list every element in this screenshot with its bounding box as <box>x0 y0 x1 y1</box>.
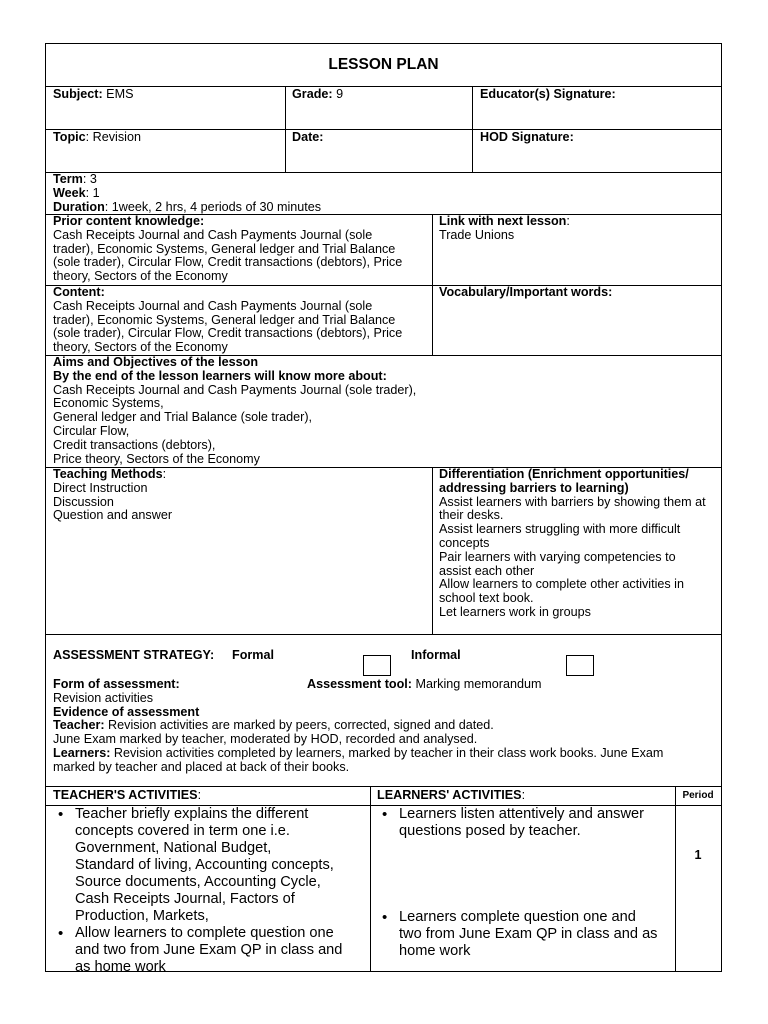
list-item-line: two from June Exam QP in class and as <box>399 926 658 942</box>
form-of-assessment-value: Revision activities <box>53 690 154 705</box>
assessment-row <box>46 634 721 786</box>
teaching-method-item: Direct Instruction <box>53 480 148 495</box>
hod-signature-label: HOD Signature: <box>480 130 574 144</box>
differentiation-line: school text book. <box>439 591 534 606</box>
learners-evidence-label: Learners: <box>53 745 111 760</box>
topic-label: Topic <box>53 130 86 144</box>
content-line: (sole trader), Circular Flow, Credit transactions (debtors), Price <box>53 326 403 341</box>
content-line: Cash Receipts Journal and Cash Payments Journal (sole <box>53 298 373 313</box>
activities-header-row <box>46 786 721 805</box>
next-lesson-colon: : <box>566 214 570 228</box>
teaching-methods-colon: : <box>162 467 167 481</box>
aims-line: Credit transactions (debtors), <box>53 437 216 452</box>
evidence-label: Evidence of assessment <box>53 704 200 719</box>
aims-intro: By the end of the lesson learners will know more about: <box>53 368 387 383</box>
list-item <box>53 925 369 976</box>
differentiation-line: Allow learners to complete other activities in <box>439 577 684 592</box>
learner-activities-list <box>377 806 673 840</box>
aims-block <box>53 356 416 466</box>
prior-knowledge-block <box>53 215 402 284</box>
term-row <box>46 172 721 214</box>
list-item-line: Government, National Budget, <box>75 840 272 856</box>
informal-checkbox[interactable] <box>566 655 594 676</box>
content-line: trader), Economic Systems, General ledger and Trial Balance <box>53 312 396 327</box>
list-item-line: and two from June Exam QP in class and <box>75 942 343 958</box>
divider <box>432 286 433 355</box>
learners-evidence-line: marked by teacher and placed at back of their books. <box>53 759 350 774</box>
teacher-activities-header <box>53 789 201 803</box>
aims-line: Circular Flow, <box>53 423 130 438</box>
differentiation-line: Pair learners with varying competencies to <box>439 549 676 564</box>
aims-line: Cash Receipts Journal and Cash Payments Journal (sole trader), <box>53 382 417 397</box>
formal-checkbox[interactable] <box>363 655 391 676</box>
aims-row <box>46 355 721 467</box>
teaching-methods-label: Teaching Methods <box>53 467 163 481</box>
differentiation-line: assist each other <box>439 563 535 578</box>
duration-label: Duration <box>53 199 105 214</box>
informal-label: Informal <box>411 648 461 662</box>
aims-line: Economic Systems, <box>53 396 164 411</box>
topic-row <box>46 129 721 172</box>
learner-activities-header <box>377 789 525 803</box>
list-item-line: • Teacher briefly explains the different <box>75 806 309 822</box>
list-item-line: home work <box>399 943 471 959</box>
subject-label: Subject: <box>53 87 103 101</box>
june-exam-line: June Exam marked by teacher, moderated by HOD, recorded and analysed. <box>53 732 478 747</box>
differentiation-line: Assist learners with barriers by showing them at <box>439 494 706 509</box>
prior-knowledge-line: theory, Sectors of the Economy <box>53 269 228 284</box>
teacher-activities-colon: : <box>197 788 202 802</box>
form-of-assessment-label: Form of assessment: <box>53 677 180 691</box>
assessment-strategy-label: ASSESSMENT STRATEGY: <box>53 648 215 662</box>
list-item-line: Production, Markets, <box>75 908 209 924</box>
list-item-line: Source documents, Accounting Cycle, <box>75 874 321 890</box>
week-value: : 1 <box>85 185 100 200</box>
prior-knowledge-line: trader), Economic Systems, General ledger and Trial Balance <box>53 241 396 256</box>
divider <box>472 87 473 129</box>
learner-activities-list-continued <box>377 909 673 960</box>
grade-label: Grade: <box>292 87 333 101</box>
differentiation-line: concepts <box>439 535 490 550</box>
divider <box>432 468 433 634</box>
topic-value: : Revision <box>85 130 141 144</box>
divider <box>370 806 371 971</box>
date-label: Date: <box>292 130 324 144</box>
subject-field <box>53 88 133 102</box>
next-lesson-block <box>439 215 570 243</box>
list-item <box>377 806 673 840</box>
learner-activities-label: LEARNERS' ACTIVITIES <box>377 788 522 802</box>
content-block <box>53 286 402 355</box>
list-item-line: concepts covered in term one i.e. <box>75 823 290 839</box>
divider <box>285 87 286 129</box>
prior-knowledge-line: Cash Receipts Journal and Cash Payments Journal (sole <box>53 227 373 242</box>
list-item <box>377 909 673 960</box>
duration-value: : 1week, 2 hrs, 4 periods of 30 minutes <box>104 199 322 214</box>
educator-signature-label: Educator(s) Signature: <box>480 87 616 101</box>
divider <box>432 215 433 285</box>
list-item-line: Cash Receipts Journal, Factors of <box>75 891 295 907</box>
aims-line: General ledger and Trial Balance (sole trader), <box>53 410 313 425</box>
differentiation-block <box>439 468 706 620</box>
vocabulary-label: Vocabulary/Important words: <box>439 285 613 299</box>
assessment-tool-field <box>307 678 541 692</box>
subject-value: EMS <box>102 87 134 101</box>
teaching-methods-block <box>53 468 172 523</box>
prior-knowledge-line: (sole trader), Circular Flow, Credit transactions (debtors), Price <box>53 255 403 270</box>
teaching-method-item: Discussion <box>53 494 114 509</box>
content-line: theory, Sectors of the Economy <box>53 340 228 355</box>
list-item-line: questions posed by teacher. <box>399 823 581 839</box>
list-item <box>53 806 369 925</box>
teaching-method-item: Question and answer <box>53 508 173 523</box>
divider <box>370 787 371 805</box>
differentiation-label: addressing barriers to learning) <box>439 480 629 495</box>
next-lesson-label: Link with next lesson <box>439 214 567 228</box>
teacher-activities-label: TEACHER'S ACTIVITIES <box>53 788 198 802</box>
activities-body-row <box>46 805 721 975</box>
period-value: 1 <box>694 848 702 862</box>
learner-activities-colon: : <box>521 788 526 802</box>
learners-evidence-value: Revision activities completed by learners, marked by teacher in their class work books. June Exam <box>110 745 664 760</box>
divider <box>472 130 473 172</box>
teacher-activities-list <box>53 806 369 976</box>
aims-label: Aims and Objectives of the lesson <box>53 355 259 369</box>
teacher-evidence-value: Revision activities are marked by peers, corrected, signed and dated. <box>104 718 494 733</box>
grade-value: 9 <box>332 87 344 101</box>
divider <box>285 130 286 172</box>
teaching-methods-row <box>46 467 721 634</box>
formal-label: Formal <box>232 648 274 662</box>
assessment-tool-label: Assessment tool: <box>307 677 412 691</box>
list-item-line: • Learners complete question one and <box>399 909 636 925</box>
list-item-line: • Allow learners to complete question one <box>75 925 334 941</box>
assessment-tool-value: Marking memorandum <box>411 677 542 691</box>
differentiation-line: Let learners work in groups <box>439 604 591 619</box>
differentiation-label: Differentiation (Enrichment opportunities/ <box>439 467 689 481</box>
week-label: Week <box>53 185 86 200</box>
divider <box>675 806 676 971</box>
content-row <box>46 285 721 355</box>
aims-line: Price theory, Sectors of the Economy <box>53 451 260 466</box>
teacher-evidence-label: Teacher: <box>53 718 105 733</box>
list-item-line: as home work <box>75 959 166 975</box>
page-title: LESSON PLAN <box>328 56 439 73</box>
grade-field <box>292 88 343 102</box>
term-label: Term <box>53 172 83 186</box>
next-lesson-value: Trade Unions <box>439 227 515 242</box>
list-item-line: Standard of living, Accounting concepts, <box>75 857 334 873</box>
lesson-plan-document <box>45 43 722 975</box>
subject-row <box>46 86 721 129</box>
term-block <box>53 173 321 214</box>
list-item-line: • Learners listen attentively and answer <box>399 806 644 822</box>
topic-field <box>53 131 141 145</box>
prior-knowledge-row <box>46 214 721 285</box>
title-row <box>46 44 721 86</box>
period-header: Period <box>682 790 714 801</box>
differentiation-line: their desks. <box>439 508 504 523</box>
assessment-details <box>53 692 663 775</box>
differentiation-line: Assist learners struggling with more difficult <box>439 522 681 537</box>
prior-knowledge-label: Prior content knowledge: <box>53 214 205 228</box>
content-label: Content: <box>53 285 105 299</box>
term-value: : 3 <box>82 172 97 186</box>
